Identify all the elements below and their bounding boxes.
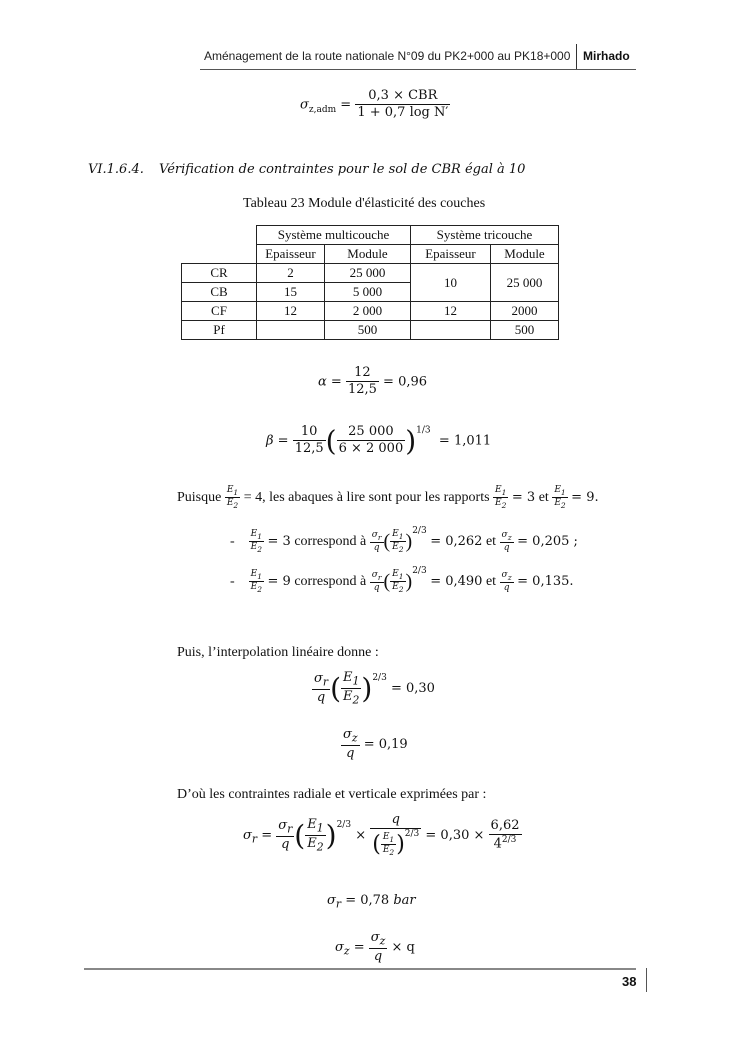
page-number: 38	[622, 974, 637, 989]
bullet-item: - $\frac{E_1}{E_2}$ = 9 correspond à $\frac{\sigma_r}{q}$ ( $\frac{E_1}{E_2}$ )$^{2/3}$ = 0,490 et $\frac{\sigma_z}{q}$ = 0,135.	[230, 566, 574, 595]
formula-sigma-adm: $\sigma_{z,adm}$ = $\frac{\text{0,3 × CBR}}{\text{1 + 0,7 log N′}}$	[300, 88, 449, 121]
dou-text: D’où les contraintes radiale et verticale exprimées par :	[177, 787, 487, 802]
footer-divider	[646, 968, 647, 992]
merged-mod-tri: 25 000	[491, 264, 559, 302]
group-header-multi: Système multicouche	[257, 226, 411, 245]
table-row: CF 12 2 000 12 2000	[182, 302, 559, 321]
table-row: Pf 500 500	[182, 321, 559, 340]
header-author: Mirhado	[583, 49, 630, 63]
formula-alpha: α = $\frac{12}{12,5}$ = 0,96	[318, 365, 428, 398]
formula-beta: β = $\frac{10}{12,5}$ ( $\frac{25 000}{6 \times 2 000}$ )$^{1/3}$ = 1,011	[266, 424, 492, 458]
table-row: CB 15 5 000	[182, 283, 559, 302]
section-title: Vérification de contraintes pour le sol de CBR égal à 10	[159, 162, 526, 177]
formula-interp-r: $\frac{\sigma_r}{q}$ ( $\frac{E_1}{E_2}$ )$^{2/3}$ = 0,30	[314, 670, 435, 707]
merged-ep-tri: 10	[411, 264, 491, 302]
formula-sigma-r: $\sigma_r$ = $\frac{\sigma_r}{q}$ ( $\frac{E_1}{E_2}$ )$^{2/3}$ × q ( $\frac{E_1}{E_2}$ )$^{2/3}$ = 0,30 × $\frac{6,62}{4^{2/3}}$	[243, 812, 520, 858]
sub-header: Epaisseur	[411, 245, 491, 264]
header-title: Aménagement de la route nationale N°09 du PK2+000 au PK18+000	[204, 49, 571, 63]
sub-header: Module	[325, 245, 411, 264]
group-header-tri: Système tricouche	[411, 226, 559, 245]
formula-sigma-r-result: $\sigma_r = 0,78$ bar	[327, 893, 416, 911]
header-divider	[576, 44, 577, 70]
puisque-line: Puisque $\frac{E_1}{E_2}$ = 4, les abaques à lire sont pour les rapports $\frac{E_1}{E_2}$ = 3 et $\frac{E_1}{E_2}$ = 9.	[177, 485, 599, 510]
header-rule	[200, 69, 636, 70]
modulus-table	[181, 225, 559, 340]
table-row: CR 2 25 000 10 25 000	[182, 264, 559, 283]
bullet-item: - $\frac{E_1}{E_2}$ = 3 correspond à $\frac{\sigma_r}{q}$ ( $\frac{E_1}{E_2}$ )$^{2/3}$ = 0,262 et $\frac{\sigma_z}{q}$ = 0,205 ;	[230, 526, 578, 555]
interpolation-text: Puis, l’interpolation linéaire donne :	[177, 645, 379, 660]
sub-header: Epaisseur	[257, 245, 325, 264]
formula-interp-z: $\frac{\sigma_z}{q}$ = 0,19	[343, 727, 408, 762]
table-caption: Tableau 23 Module d'élasticité des couches	[243, 196, 486, 211]
sub-header: Module	[491, 245, 559, 264]
section-number: VI.1.6.4.	[88, 162, 144, 177]
footer-rule	[84, 968, 636, 970]
formula-sigma-z: $\sigma_z$ = $\frac{\sigma_z}{q}$ × q	[335, 930, 415, 965]
